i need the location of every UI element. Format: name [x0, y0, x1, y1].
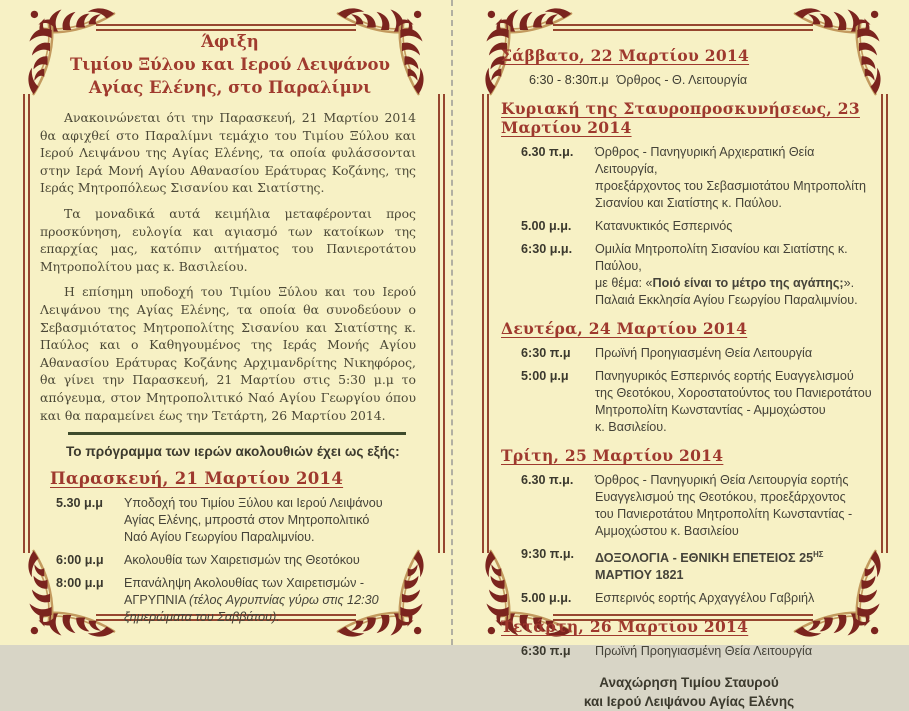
- item-time: 8:00 μ.μ: [56, 576, 104, 591]
- day-heading: Παρασκευή, 21 Μαρτίου 2014: [50, 469, 344, 489]
- day-section: [501, 46, 877, 89]
- item-time: 6:30 π.μ: [521, 346, 571, 360]
- left-schedule: [40, 469, 420, 626]
- item-time: 6:30 - 8:30π.μ: [529, 73, 609, 87]
- relics-paragraph: Τα μοναδικά αυτά κειμήλια μεταφέρονται προς προσκύνηση, ευλογία και αγιασμό των κατοίκων της επαρχίας μας, κατόπιν αιτήματος του Πανιεροτάτου Μητροπολίτου μας κ. Βασιλείου.: [40, 205, 416, 274]
- page-right: [457, 0, 909, 710]
- item-text: Επανάληψη Ακολουθίας των Χαιρετισμών - ΑΓΡΥΠΝΙΑ (τέλος Αγρυπνίας γύρω στις 12:30 ξημερώματα του Σαββάτου).: [124, 576, 379, 625]
- item-time: 5.00 μ.μ.: [521, 591, 572, 606]
- item-text: Όρθρος - Θ. Λειτουργία: [616, 73, 748, 87]
- item-text: Πρωϊνή Προηγιασμένη Θεία Λειτουργία: [595, 644, 813, 659]
- title-line-1: Άφιξη: [201, 32, 259, 51]
- item-text: Όρθρος - Πανηγυρική Αρχιερατική Θεία Λειτουργία, προεξάρχοντος του Σεβασμιοτάτου Μητροπολίτη Σισανίου και Σιατίστης κ. Παύλου.: [595, 145, 866, 210]
- schedule-item: [521, 368, 877, 436]
- closing-line-1: Αναχώρηση Τιμίου Σταυρού: [599, 675, 779, 691]
- day-heading: Σάββατο, 22 Μαρτίου 2014: [501, 46, 750, 65]
- schedule-item: [56, 552, 420, 569]
- item-text: Όρθρος - Πανηγυρική Θεία Λειτουργία εορτής Ευαγγελισμού της Θεοτόκου, προεξάρχοντος του Πανιεροτάτου Μητροπολίτη Κωνσταντίας - Αμμοχώστου κ. Βασιλείου: [595, 473, 853, 538]
- right-schedule: [501, 46, 877, 660]
- schedule-item: [521, 218, 877, 235]
- double-rule-right: [881, 94, 888, 553]
- item-time: 5:00 μ.μ: [521, 369, 569, 383]
- schedule-item: [521, 472, 877, 540]
- schedule-item: [521, 643, 877, 660]
- item-text: Κατανυκτικός Εσπερινός: [595, 219, 733, 233]
- item-time: 6:30 μ.μ.: [521, 242, 573, 256]
- item-time: 9:30 π.μ.: [521, 547, 575, 561]
- day-section: [501, 446, 877, 607]
- program-intro: Το πρόγραμμα των ιερών ακολουθιών έχει ως εξής:: [66, 444, 400, 460]
- schedule-item: [521, 590, 877, 607]
- schedule-item: [56, 495, 420, 546]
- item-text: Πανηγυρικός Εσπερινός εορτής Ευαγγελισμού της Θεοτόκου, Χοροστατούντος του Πανιεροτάτου Μητροπολίτη Κωνσταντίας - Αμμοχώστου κ. Βασιλείου.: [595, 369, 872, 434]
- item-text: Πρωϊνή Προηγιασμένη Θεία Λειτουργία: [595, 346, 813, 360]
- announcement-paragraph: Ανακοινώνεται ότι την Παρασκευή, 21 Μαρτίου 2014 θα αφιχθεί στο Παραλίμνι τεμάχιο του Τιμίου Ξύλου και Ιερού Λειψάνου της Αγίας Ελένης, τα οποία φυλάσσονται στην Ιερά Μονή Αγίου Αθανασίου Εράτυρας Κοζάνης, της Ιεράς Μητροπόλεως Σισανίου και Σιατίστης.: [40, 110, 416, 196]
- double-rule-left: [482, 94, 489, 553]
- double-rule-right: [438, 94, 445, 553]
- item-time: 5.30 μ.μ: [56, 496, 103, 511]
- schedule-item: [521, 144, 877, 212]
- item-text: Ακολουθία των Χαιρετισμών της Θεοτόκου: [124, 553, 360, 568]
- closing-line-2: και Ιερού Λειψάνου Αγίας Ελένης: [583, 694, 795, 710]
- item-text: ΔΟΞΟΛΟΓΙΑ - ΕΘΝΙΚΗ ΕΠΕΤΕΙΟΣ $25^{H\Sigma}$ ΜΑΡΤΙΟΥ 1821: [595, 550, 824, 583]
- item-time: 5.00 μ.μ.: [521, 219, 572, 233]
- day-section: [501, 319, 877, 436]
- right-page-content: [501, 36, 877, 711]
- page-left: [0, 0, 452, 645]
- schedule-item: [529, 72, 877, 89]
- title-line-3: Αγίας Ελένης, στο Παραλίμνι: [88, 78, 372, 97]
- item-time: 6.30 π.μ.: [521, 145, 574, 159]
- schedule-item: [56, 575, 420, 626]
- item-text: Ομιλία Μητροπολίτη Σισανίου και Σιατίστης κ. Παύλου, με θέμα: «Ποιό είναι το μέτρο της αγάπης;». Παλαιά Εκκλησία Αγίου Γεωργίου Παραλιμνίου.: [595, 242, 858, 307]
- item-time: 6.30 π.μ.: [521, 473, 574, 487]
- day-section: [501, 99, 877, 309]
- day-heading: Κυριακή της Σταυροπροσκυνήσεως, 23 Μαρτίου 2014: [501, 99, 860, 137]
- reception-paragraph: Η επίσημη υποδοχή του Τιμίου Ξύλου και του Ιερού Λειψάνου της Αγίας Ελένης, τα οποία θα συνοδεύουν ο Σεβασμιότατος Μητροπολίτης Σισανίου και Σιατίστης κ. Παύλος και ο Καθηγουμένος της Ιεράς Μονής Αγίου Αθανασίου Εράτυρας Κοζάνης Αρχιμανδρίτης Νικηφόρος, θα γίνει την Παρασκευή, 21 Μαρτίου στις 5:30 μ.μ το απόγευμα, στον Μητροπολιτικό Ναό Αγίου Γεωργίου όπου και θα παραμείνει έως την Τετάρτη, 26 Μαρτίου 2014.: [40, 284, 416, 423]
- day-heading: Τρίτη, 25 Μαρτίου 2014: [501, 446, 724, 465]
- left-page-content: [40, 30, 420, 632]
- green-divider: [68, 432, 406, 435]
- item-time: 6:00 μ.μ: [56, 553, 104, 568]
- schedule-item: [521, 345, 877, 362]
- title-line-2: Τιμίου Ξύλου και Ιερού Λειψάνου: [69, 55, 390, 74]
- double-rule-left: [23, 94, 30, 553]
- item-text: Υποδοχή του Τιμίου Ξύλου και Ιερού Λειψάνου Αγίας Ελένης, μπροστά στον Μητροπολιτικό Ναό Αγίου Γεωργίου Παραλιμνίου.: [124, 496, 383, 545]
- day-section: [40, 469, 420, 626]
- item-text: Εσπερινός εορτής Αρχαγγέλου Γαβριήλ: [595, 591, 815, 606]
- day-section: [501, 617, 877, 660]
- double-rule-top: [553, 24, 813, 31]
- day-heading: Τετάρτη, 26 Μαρτίου 2014: [501, 617, 749, 637]
- day-heading: Δευτέρα, 24 Μαρτίου 2014: [501, 319, 748, 338]
- page-title: [40, 30, 420, 99]
- item-time: 6:30 π.μ: [521, 644, 571, 659]
- schedule-item: [521, 241, 877, 309]
- schedule-item: [521, 546, 877, 584]
- closing-note: [501, 673, 877, 711]
